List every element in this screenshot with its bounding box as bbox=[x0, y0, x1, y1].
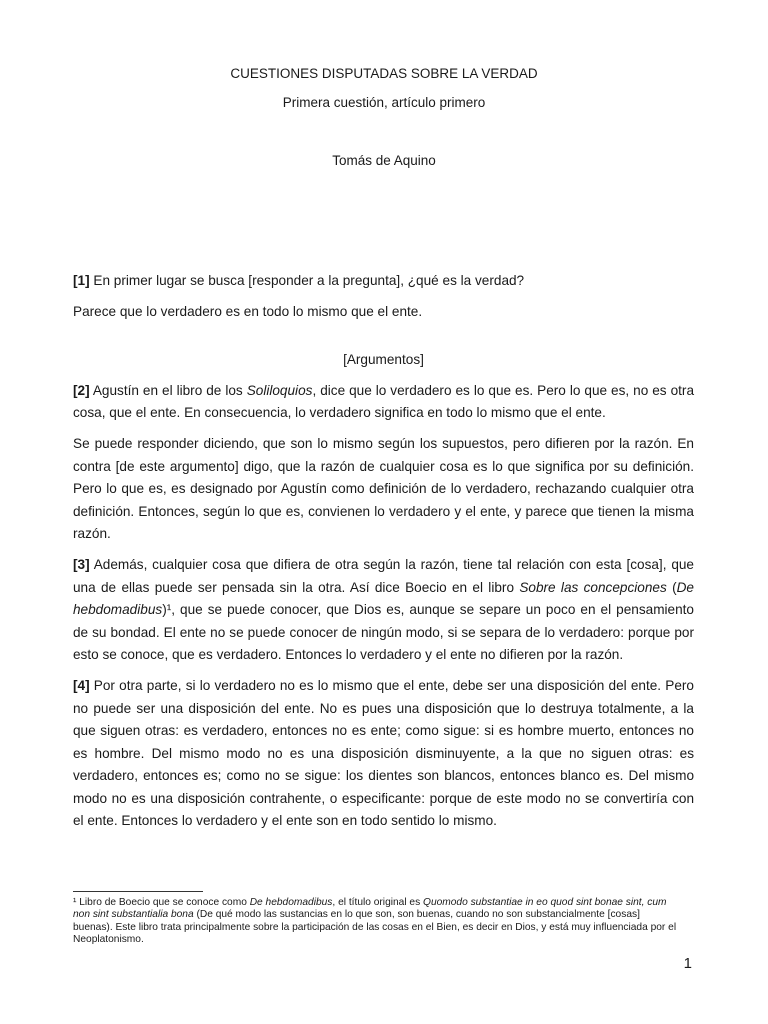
paragraph-text: En primer lugar se busca [responder a la pregunta], ¿qué es la verdad? bbox=[89, 273, 525, 288]
paragraph-text: , dice que lo verdadero es lo que es. Pero lo que es, no es otra cosa, que el ente. En consecuencia, lo verdadero significa en todo lo mismo que el ente. bbox=[73, 382, 694, 421]
footnote-original-title: Quomodo substantiae in eo quod sint bonae sint, cum non sint substantialia bona bbox=[73, 897, 667, 921]
paragraph-text: Agustín en el libro de los bbox=[89, 382, 247, 398]
footnote-text: , el título original es bbox=[332, 897, 424, 908]
paragraph-5 bbox=[73, 554, 694, 667]
paragraph-text: Por otra parte, si lo verdadero no es lo mismo que el ente, debe ser una disposición del ente. Pero no puede ser una disposición del ente. No es pues una disposición que lo destruya totalmente, a la que siguen otras: es verdadero, entonces no es ente; como sigue: si es hombre muerto, entonces no es hombre. Del mismo modo no es una disposición disminuyente, a la que no siguen otras: es verdadero, entonces es; como no se sigue: los dientes son blancos, entonces blanco es. Del mismo modo no es una disposición contrahente, o especificante: porque de este modo no se convertiría con el ente. Entonces lo verdadero y el ente son en todo sentido lo mismo. bbox=[73, 677, 694, 829]
document-author: Tomás de Aquino bbox=[332, 153, 436, 168]
paragraph-number: [2] bbox=[73, 382, 90, 398]
paragraph-text: ( bbox=[666, 579, 677, 595]
book-title: Sobre las concepciones bbox=[519, 579, 667, 595]
section-heading: [Argumentos] bbox=[343, 352, 424, 368]
paragraph-text: Además, cualquier cosa que difiera de otra según la razón, tiene tal relación con esta [cosa], que una de ellas puede ser pensada sin la otra. Así dice Boecio en el libro bbox=[73, 556, 694, 595]
paragraph-3 bbox=[73, 380, 694, 425]
book-title: Soliloquios bbox=[246, 382, 313, 398]
footnote bbox=[73, 897, 681, 947]
paragraph-number: [4] bbox=[73, 677, 90, 693]
paragraph-4: Se puede responder diciendo, que son lo mismo según los supuestos, pero difieren por la razón. En contra [de este argumento] digo, que la razón de cualquier cosa es lo que significa por su definición. Pero lo que es, es designado por Agustín como definición de lo verdadero, rechazando cualquier otra definición. Entonces, según lo que es, convienen lo verdadero y el ente, y parece que tienen la misma razón. bbox=[73, 435, 694, 542]
footnote-divider bbox=[73, 891, 203, 892]
paragraph-text: )¹, que se puede conocer, que Dios es, aunque se separe un poco en el pensamiento de su bondad. El ente no se puede conocer de ningún modo, si se separa de lo verdadero: porque por esto se conoce, que es verdadero. Entonces lo verdadero y el ente no difieren por la razón. bbox=[73, 602, 694, 663]
footnote-text: ¹ Libro de Boecio que se conoce como bbox=[73, 897, 250, 908]
paragraph-number: [1] bbox=[73, 273, 90, 288]
paragraph-1 bbox=[73, 270, 694, 293]
document-subtitle: Primera cuestión, artículo primero bbox=[282, 95, 486, 110]
footnote-book-title: De hebdomadibus bbox=[249, 897, 333, 908]
paragraph-number: [3] bbox=[73, 556, 90, 572]
paragraph-6 bbox=[73, 675, 694, 833]
paragraph-2: Parece que lo verdadero es en todo lo mismo que el ente. bbox=[73, 303, 423, 319]
book-title: De hebdomadibus bbox=[73, 579, 694, 618]
document-body bbox=[73, 270, 694, 841]
page-number: 1 bbox=[683, 955, 692, 972]
document-title: CUESTIONES DISPUTADAS SOBRE LA VERDAD bbox=[230, 66, 538, 81]
footnote-text: (De qué modo las sustancias en lo que son, son buenas, cuando no son substancialmente [cosas] buenas). Este libro trata principalmente sobre la participación de las cosas en el Bien, es decir en Dios, y está muy influenciada por el Neoplatonismo. bbox=[73, 909, 677, 946]
